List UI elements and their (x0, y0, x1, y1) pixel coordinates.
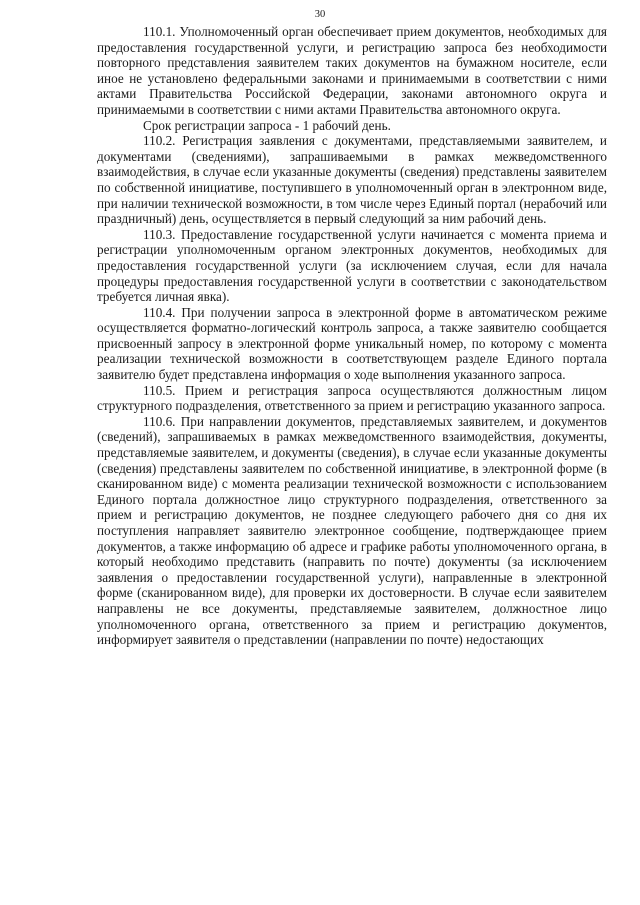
paragraph-110-3: 110.3. Предоставление государственной услуги начинается с момента приема и регистрации уполномоченным органом электронных документов, необходимых для предоставления государственной услуги (за исключением случая, если для начала процедуры предоставления государственной услуги в соответствии с законодательством требуется личная явка). (97, 226, 607, 305)
paragraph-110-1: 110.1. Уполномоченный орган обеспечивает прием документов, необходимых для предоставления государственной услуги, и регистрацию запроса без необходимости повторного представления заявителем таких документов на бумажном носителе, если иное не установлено федеральными законами и принимаемыми в соответствии с ними актами Правительства Российской Федерации, законами автономного округа и принимаемыми в соответствии с ними актами Правительства автономного округа. (97, 24, 607, 117)
paragraph-110-6: 110.6. При направлении документов, представляемых заявителем, и документов (сведений), запрашиваемых в рамках межведомственного взаимодействия, документы, представляемые заявителем, и документы (сведения), в случае если указанные документы (сведения) представлены заявителем по собственной инициативе, в электронной форме (в сканированном виде) с момента реализации технической возможности с использованием Единого портала должностное лицо структурного подразделения, ответственного за прием и регистрацию документов, не позднее следующего рабочего дня со дня их поступления направляет заявителю электронное сообщение, подтверждающее прием документов, а также информацию об адресе и графике работы уполномоченного органа, в который необходимо представить (направить по почте) документы (за исключением заявления о предоставлении государственной услуги), направленные в электронной форме (сканированном виде), для проверки их достоверности. В случае если заявителем направлены не все документы, представляемые заявителем, должностное лицо уполномоченного органа, ответственного за прием и регистрацию документов, информирует заявителя о представлении (направлении по почте) недостающих (97, 413, 607, 648)
paragraph-110-4: 110.4. При получении запроса в электронной форме в автоматическом режиме осуществляется форматно-логический контроль запроса, а также заявителю сообщается присвоенный запросу в электронной форме уникальный номер, по которому с момента реализации технической возможности в соответствующем разделе Единого портала заявителю будет представлена информация о ходе выполнения указанного запроса. (97, 304, 607, 383)
paragraph-110-2: 110.2. Регистрация заявления с документами, представляемыми заявителем, и документами (сведениями), запрашиваемыми в рамках межведомственного взаимодействия, в случае если указанные документы (сведения) представлены заявителем по собственной инициативе, поступившего в уполномоченный орган в электронном виде, при наличии технической возможности, в том числе через Единый портал (нерабочий или праздничный) день, осуществляется в первый следующий за ним рабочий день. (97, 133, 607, 227)
page-number: 30 (314, 9, 326, 20)
paragraph-registration-term: Срок регистрации запроса - 1 рабочий день. (143, 117, 391, 133)
paragraph-110-5: 110.5. Прием и регистрация запроса осуществляются должностным лицом структурного подразделения, ответственного за прием и регистрацию указанного запроса. (97, 382, 607, 414)
document-body (97, 24, 607, 648)
